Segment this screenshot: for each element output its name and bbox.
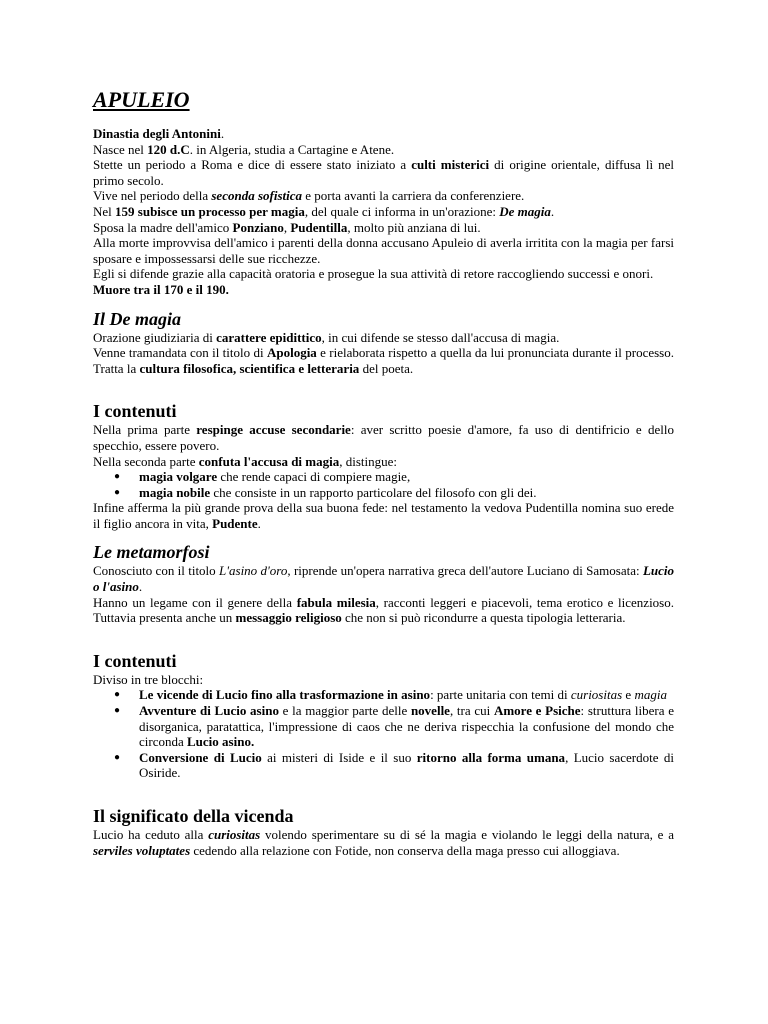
text-run: Lucio o l'asino	[93, 563, 674, 595]
paragraph	[93, 827, 674, 858]
paragraph	[93, 330, 674, 346]
text-run: volendo sperimentare su di sé la magia e violando le leggi della natura, e a	[260, 827, 674, 842]
document-page	[93, 86, 674, 858]
text-run: ritorno alla forma umana	[416, 749, 566, 765]
text-run: serviles voluptates	[93, 842, 191, 858]
section-heading: I contenuti	[93, 401, 177, 422]
text-run: respinge accuse secondarie	[196, 422, 351, 438]
section-contenuti-metamorfosi	[93, 650, 674, 781]
bullet-list	[93, 687, 674, 781]
text-run: e rielaborata rispetto a quella da lui pronunciata durante il processo. Tratta la	[93, 345, 674, 376]
text-run: 120 d.C	[147, 141, 190, 157]
text-run: , racconti leggeri e piacevoli, tema erotico e licenzioso. Tuttavia presenta anche un	[93, 594, 674, 626]
bullet-item	[139, 485, 674, 501]
text-run: Pudente	[212, 515, 258, 531]
text-run: curiositas	[208, 827, 261, 842]
text-run: che rende capaci di compiere magie,	[217, 469, 411, 485]
paragraph	[93, 422, 674, 453]
section-contenuti-de-magia	[93, 400, 674, 531]
section-heading: I contenuti	[93, 650, 177, 671]
paragraph	[93, 282, 674, 298]
text-run: : aver scritto poesie d'amore, fa uso di dentifricio e dello specchio, essere povero.	[93, 422, 674, 453]
text-run: Nella prima parte	[93, 422, 197, 438]
text-run: Muore tra il 170 e il 190.	[93, 281, 229, 297]
paragraph	[93, 188, 674, 204]
text-run: messaggio religioso	[235, 610, 342, 626]
text-run: Sposa la madre dell'amico	[93, 219, 233, 235]
text-run: Apologia	[266, 345, 317, 361]
text-run: .	[550, 203, 555, 219]
text-run: , tra cui	[449, 703, 494, 719]
paragraph	[93, 672, 674, 688]
text-run: Egli si difende grazie alla capacità oratoria e prosegue la sua attività di retore raccogliendo successi e onori.	[93, 266, 654, 282]
text-run: fabula milesia	[296, 594, 376, 610]
paragraph	[93, 220, 674, 236]
text-run: Conosciuto con il titolo	[93, 563, 219, 579]
text-run: , in cui difende se stesso dall'accusa di magia.	[321, 329, 560, 345]
text-run: confuta l'accusa di magia	[198, 453, 340, 469]
paragraph	[93, 454, 674, 470]
text-run: Lucio ha ceduto alla	[93, 827, 209, 842]
text-run: , Lucio sacerdote di Osiride.	[139, 749, 674, 781]
section-de-magia	[93, 308, 674, 377]
text-run: Vive nel periodo della	[93, 188, 212, 204]
text-run: Infine afferma la più grande prova della sua buona fede: nel testamento la vedova Pudentilla nomina suo erede il figlio ancora in vita,	[93, 500, 674, 531]
text-run: Pudentilla	[290, 219, 348, 235]
text-run: ai misteri di Iside e il suo	[261, 749, 417, 765]
section-heading: Il significato della vicenda	[93, 806, 294, 826]
text-run: Avventure di Lucio asino	[139, 703, 279, 719]
text-run: Ponziano	[232, 219, 284, 235]
text-run: magia volgare	[139, 469, 218, 485]
section-intro	[93, 126, 674, 298]
text-run: curiositas	[570, 687, 623, 703]
text-run: Nel	[93, 203, 116, 219]
text-run: del poeta.	[359, 360, 414, 376]
paragraph	[93, 157, 674, 188]
paragraph	[93, 345, 674, 376]
text-run: : struttura libera e disorganica, paratattica, l'impressione di caos che ne deriva rispecchia la confusione del mondo che circonda	[139, 703, 674, 750]
text-run: di origine orientale, diffusa lì nel primo secolo.	[93, 157, 674, 188]
text-run: magia	[634, 687, 667, 703]
text-run: Conversione di Lucio	[139, 749, 262, 765]
text-run: ,	[283, 219, 291, 235]
bullet-item	[139, 703, 674, 750]
section-heading: Le metamorfosi	[93, 542, 210, 563]
paragraph	[93, 204, 674, 220]
text-run: magia nobile	[139, 484, 211, 500]
text-run: Lucio asino.	[187, 734, 255, 750]
text-run: e porta avanti la carriera da conferenziere.	[302, 188, 525, 204]
text-run: e	[622, 687, 635, 703]
text-run: cedendo alla relazione con Fotide, non conserva della maga presso cui alloggiava.	[190, 842, 620, 858]
text-run: carattere epidittico	[216, 329, 322, 345]
text-run: culti misterici	[411, 157, 490, 173]
text-run: L'asino d'oro	[219, 563, 288, 579]
text-run: Hanno un legame con il genere della	[93, 594, 297, 610]
bullet-item	[139, 687, 674, 703]
text-run: cultura filosofica, scientifica e letteraria	[139, 360, 360, 376]
text-run: Stette un periodo a Roma e dice di essere stato iniziato a	[93, 157, 412, 173]
bullet-item	[139, 469, 674, 485]
document-title: APULEIO	[93, 87, 190, 112]
section-metamorfosi	[93, 541, 674, 625]
text-run: : parte unitaria con temi di	[430, 687, 571, 703]
text-run: Nasce nel	[93, 141, 148, 157]
text-run: . in Algeria, studia a Cartagine e Atene.	[189, 141, 395, 157]
text-run: che non si può ricondurre a questa tipologia letteraria.	[341, 610, 626, 626]
paragraph	[93, 235, 674, 266]
text-run: .	[220, 126, 225, 141]
paragraph	[93, 266, 674, 282]
text-run: Diviso in tre blocchi:	[93, 671, 204, 687]
text-run: .	[138, 579, 143, 595]
text-run: Le vicende di Lucio fino alla trasformazione in asino	[139, 687, 431, 703]
text-run: Nella seconda parte	[93, 453, 199, 469]
paragraph	[93, 595, 674, 626]
paragraph	[93, 142, 674, 158]
bullet-item	[139, 750, 674, 781]
text-run: , del quale ci informa in un'orazione:	[304, 203, 500, 219]
text-run: Alla morte improvvisa dell'amico i parenti della donna accusano Apuleio di averla irritita con la magia per farsi sposare e impossessarsi delle sue ricchezze.	[93, 235, 674, 266]
text-run: Dinastia degli Antonini	[93, 126, 221, 141]
section-significato	[93, 805, 674, 858]
text-run: 159 subisce un processo per magia	[115, 203, 305, 219]
paragraph	[93, 500, 674, 531]
text-run: Amore e Psiche	[493, 703, 581, 719]
text-run: Venne tramandata con il titolo di	[93, 345, 267, 361]
text-run: .	[257, 515, 261, 531]
text-run: Orazione giudiziaria di	[93, 329, 217, 345]
text-run: e la maggior parte delle	[278, 703, 411, 719]
text-run: , molto più anziana di lui.	[347, 219, 481, 235]
text-run: , distingue:	[339, 453, 398, 469]
text-run: novelle	[410, 703, 450, 719]
text-run: che consiste in un rapporto particolare del filosofo con gli dei.	[210, 484, 537, 500]
paragraph	[93, 563, 674, 594]
paragraph	[93, 126, 674, 142]
bullet-list	[93, 469, 674, 500]
text-run: seconda sofistica	[211, 188, 302, 204]
section-heading: Il De magia	[93, 308, 181, 329]
text-run: De magia	[499, 203, 551, 219]
text-run: , riprende un'opera narrativa greca dell'autore Luciano di Samosata:	[287, 563, 643, 579]
